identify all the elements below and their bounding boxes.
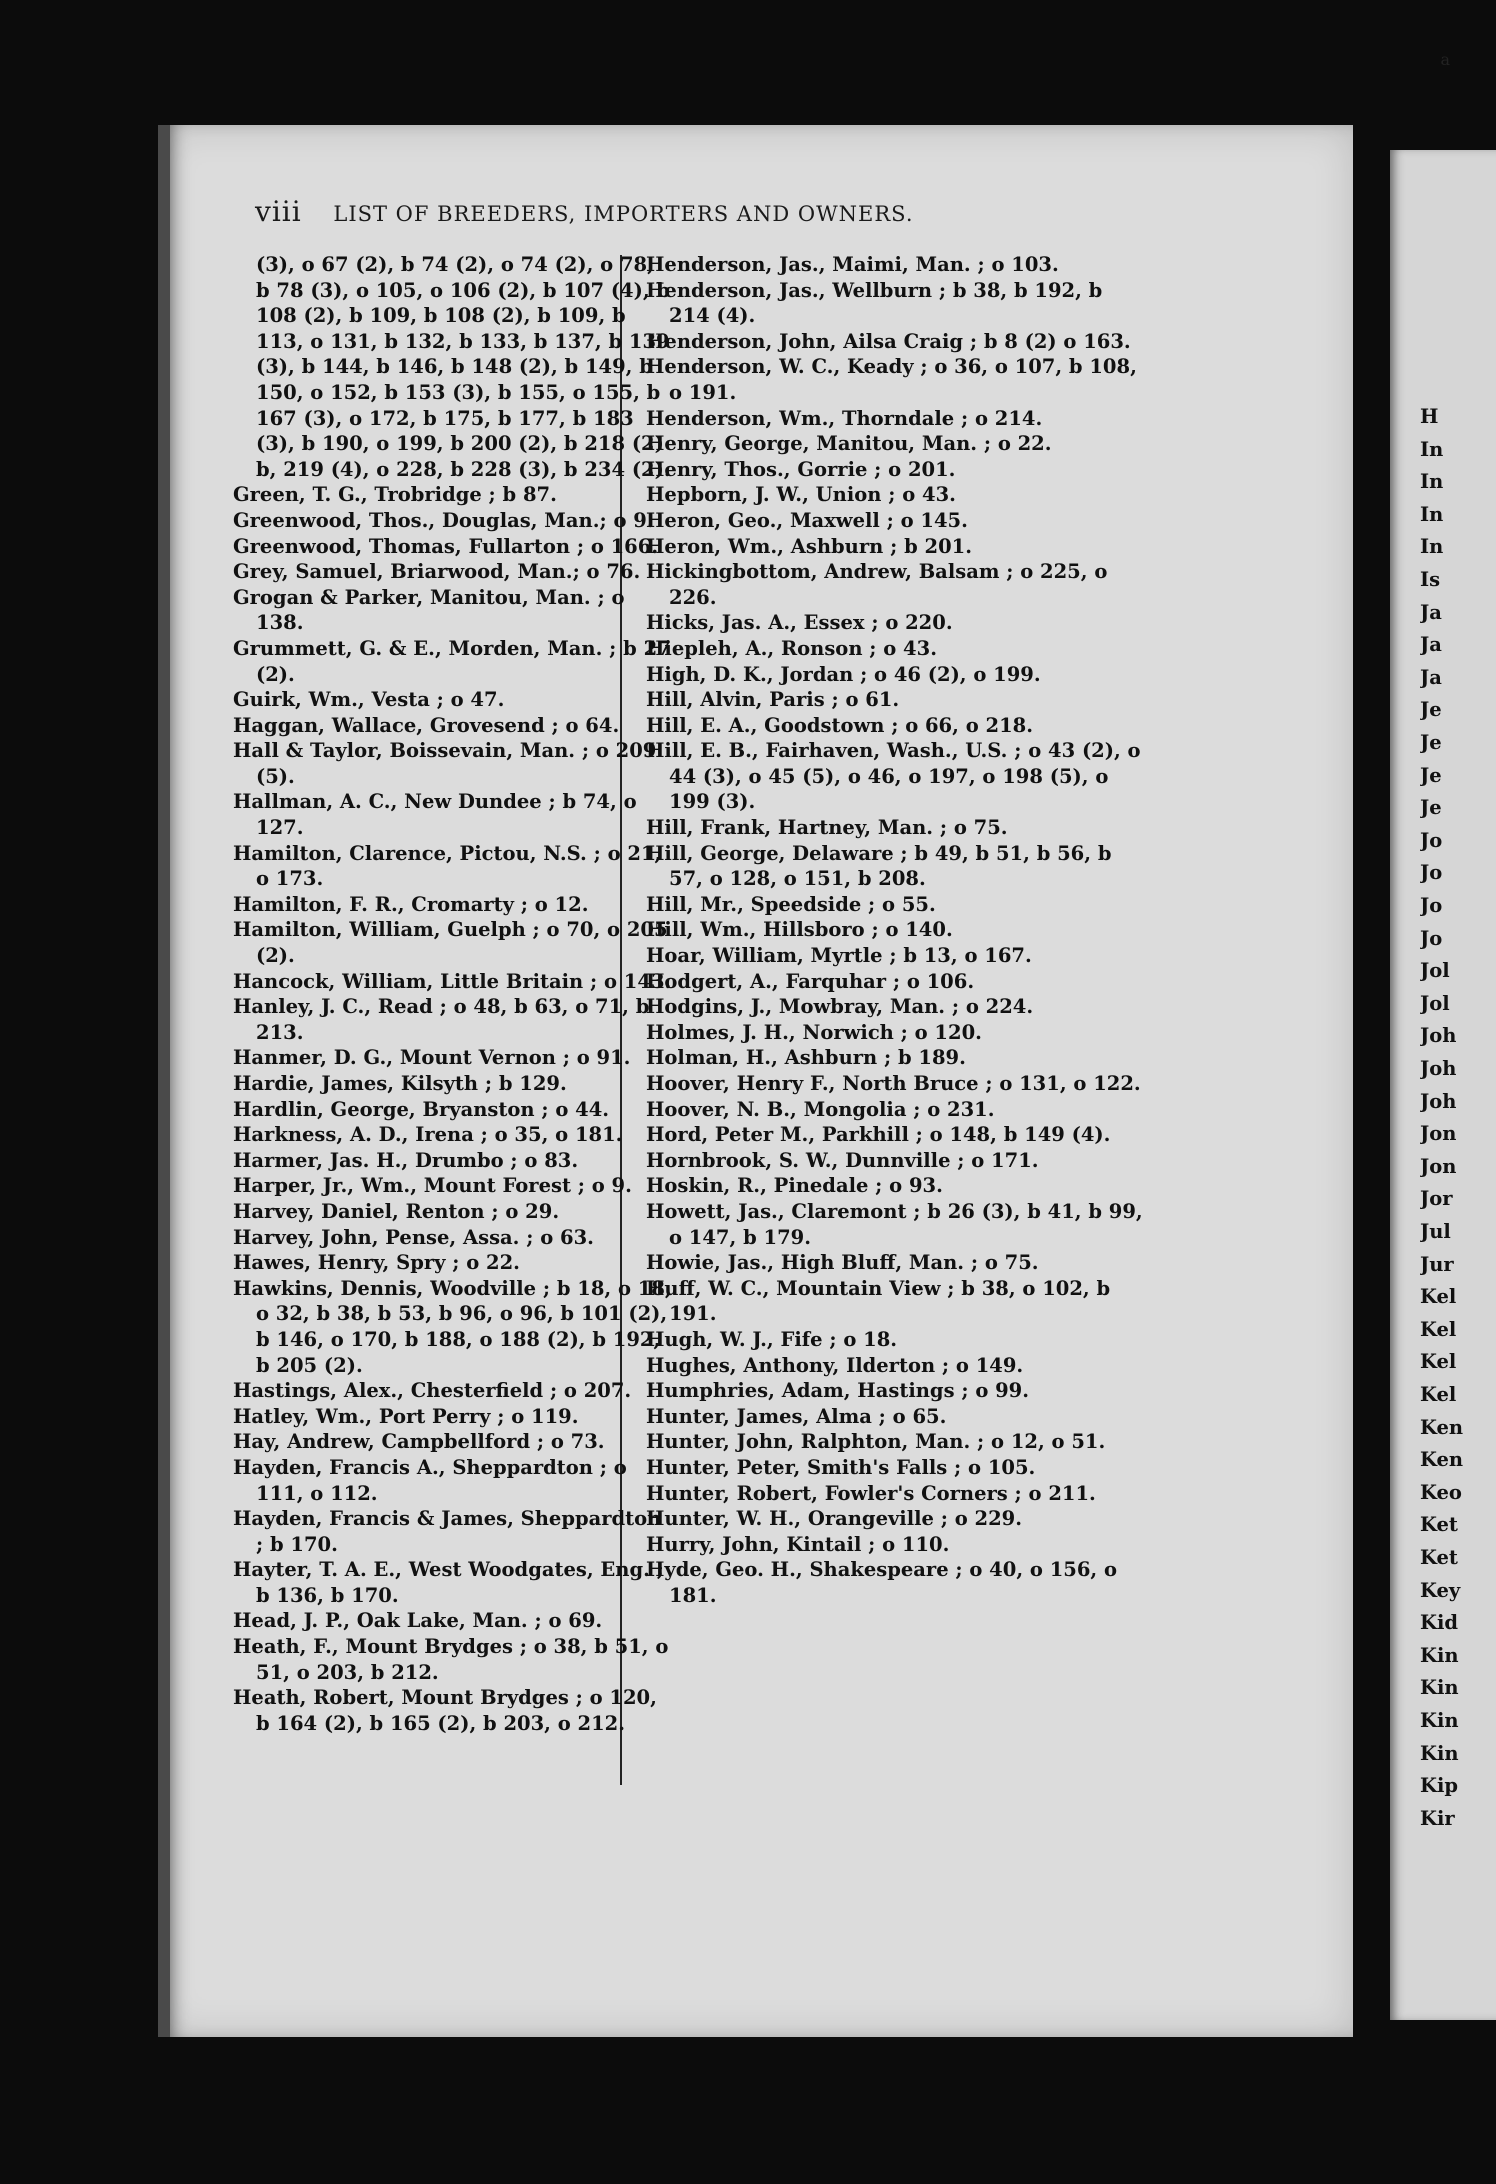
page-title: LIST OF BREEDERS, IMPORTERS AND OWNERS. xyxy=(333,202,914,226)
facing-page-fragment: Kid xyxy=(1420,1611,1458,1635)
page-number: viii xyxy=(255,195,302,228)
index-entry: Holmes, J. H., Norwich ; o 120. xyxy=(646,1020,982,1044)
index-entry: Hill, George, Delaware ; b 49, b 51, b 56, b 57, o 128, o 151, b 208. xyxy=(646,841,1112,891)
index-entry: Harvey, Daniel, Renton ; o 29. xyxy=(233,1199,560,1223)
index-entry: Hill, Alvin, Paris ; o 61. xyxy=(646,688,900,712)
index-entry: Hanmer, D. G., Mount Vernon ; o 91. xyxy=(233,1046,631,1070)
facing-page-fragment: H xyxy=(1420,405,1439,428)
facing-page-fragment: Keo xyxy=(1420,1480,1462,1504)
index-entry: Hill, E. A., Goodstown ; o 66, o 218. xyxy=(646,713,1033,737)
left-column xyxy=(233,252,673,1736)
facing-page-fragment: Ket xyxy=(1420,1546,1458,1569)
index-entry: Hyde, Geo. H., Shakespeare ; o 40, o 156, o 181. xyxy=(646,1558,1117,1607)
index-entry: Hoskin, R., Pinedale ; o 93. xyxy=(646,1174,943,1198)
index-entry: Hawkins, Dennis, Woodville ; b 18, o 18, o 32, b 38, b 53, b 96, o 96, b 101 (2), b 146, o 170, b 188, o 188 (2), b 192, b 205 (2). xyxy=(233,1276,672,1377)
facing-page-fragment: Kel xyxy=(1420,1350,1457,1374)
index-entry: Henderson, Jas., Wellburn ; b 38, b 192, b 214 (4). xyxy=(646,278,1103,328)
index-entry: Harper, Jr., Wm., Mount Forest ; o 9. xyxy=(233,1174,632,1198)
index-entry: Hamilton, William, Guelph ; o 70, o 205 (2). xyxy=(233,918,668,968)
index-entry: Hay, Andrew, Campbellford ; o 73. xyxy=(233,1430,605,1454)
facing-page-fragment: Is xyxy=(1420,568,1441,591)
facing-page-fragment: Joh xyxy=(1420,1024,1457,1048)
index-entry: Hodgert, A., Farquhar ; o 106. xyxy=(646,969,975,993)
index-entry: Hill, Wm., Hillsboro ; o 140. xyxy=(646,918,953,942)
index-entry: Henderson, John, Ailsa Craig ; b 8 (2) o 163. xyxy=(646,329,1131,353)
index-entry: Hall & Taylor, Boissevain, Man. ; o 209 (5). xyxy=(233,739,657,788)
right-column xyxy=(646,252,1146,1608)
index-entry: Huff, W. C., Mountain View ; b 38, o 102, b 191. xyxy=(646,1276,1111,1326)
index-entry: Heron, Wm., Ashburn ; b 201. xyxy=(646,534,973,558)
index-entry: Hill, E. B., Fairhaven, Wash., U.S. ; o 43 (2), o 44 (3), o 45 (5), o 46, o 197, o 198 (5), o 199 (3). xyxy=(646,739,1141,814)
index-entry: Guirk, Wm., Vesta ; o 47. xyxy=(233,688,505,712)
facing-page-fragment: Jo xyxy=(1420,828,1443,852)
index-entry: Hickingbottom, Andrew, Balsam ; o 225, o 226. xyxy=(646,560,1108,609)
index-entry: Heath, F., Mount Brydges ; o 38, b 51, o 51, o 203, b 212. xyxy=(233,1635,669,1684)
index-entry: Henry, Thos., Gorrie ; o 201. xyxy=(646,457,956,481)
facing-page-fragment: Jon xyxy=(1420,1122,1457,1146)
facing-page-fragment: Kin xyxy=(1420,1709,1459,1732)
index-entry: Greenwood, Thos., Douglas, Man.; o 9. xyxy=(233,508,654,532)
facing-page-fragment: Kel xyxy=(1420,1285,1457,1309)
facing-page-fragment: Key xyxy=(1420,1578,1461,1602)
index-entry: Harkness, A. D., Irena ; o 35, o 181. xyxy=(233,1123,623,1147)
index-entry: Hunter, James, Alma ; o 65. xyxy=(646,1404,947,1428)
index-entry: Head, J. P., Oak Lake, Man. ; o 69. xyxy=(233,1609,603,1633)
facing-page-fragment: Ja xyxy=(1420,633,1442,657)
index-entry: (3), o 67 (2), b 74 (2), o 74 (2), o 78, b 78 (3), o 105, o 106 (2), b 107 (4), b 108 (2), b 109, b 108 (2), b 109, b 113, o 131, b 132, b 133, b 137, b 139 (3), b 144, b 146, b 148 (2), b 149, b 150, o 152, b 153 (3), b 155, o 155, b 167 (3), o 172, b 175, b 177, b 183 (3), b 190, o 199, b 200 (2), b 218 (2) b, 219 (4), o 228, b 228 (3), b 234 (2). xyxy=(256,253,671,481)
facing-page-fragment: Kin xyxy=(1420,1741,1459,1765)
running-head xyxy=(255,195,1135,228)
index-entry: Hawes, Henry, Spry ; o 22. xyxy=(233,1251,520,1275)
index-entry: Henderson, Jas., Maimi, Man. ; o 103. xyxy=(646,253,1059,276)
index-entry: Hurry, John, Kintail ; o 110. xyxy=(646,1532,950,1556)
facing-page-fragment: Jur xyxy=(1420,1252,1454,1276)
index-entry: Hord, Peter M., Parkhill ; o 148, b 149 (4). xyxy=(646,1123,1111,1147)
index-entry: Howie, Jas., High Bluff, Man. ; o 75. xyxy=(646,1251,1039,1275)
facing-page-fragment: Je xyxy=(1420,698,1442,722)
facing-page-fragment: Ja xyxy=(1420,665,1442,689)
index-entry: Heron, Geo., Maxwell ; o 145. xyxy=(646,508,968,532)
facing-page-fragment: Ken xyxy=(1420,1415,1464,1439)
facing-page-fragment: In xyxy=(1420,470,1444,494)
facing-page-fragment: Kip xyxy=(1420,1774,1458,1798)
index-entry: Hastings, Alex., Chesterfield ; o 207. xyxy=(233,1379,632,1403)
facing-page-fragment: Jo xyxy=(1420,861,1443,885)
facing-page-fragment: In xyxy=(1420,535,1444,559)
index-entry: Harmer, Jas. H., Drumbo ; o 83. xyxy=(233,1148,579,1172)
facing-page-fragment: Joh xyxy=(1420,1089,1457,1113)
index-entry: Henderson, Wm., Thorndale ; o 214. xyxy=(646,406,1043,430)
facing-page-fragment: Jon xyxy=(1420,1154,1457,1178)
index-entry: Hayter, T. A. E., West Woodgates, Eng. ; b 136, b 170. xyxy=(233,1558,664,1607)
facing-page-fragment: Jo xyxy=(1420,894,1443,917)
facing-page-fragment: Ken xyxy=(1420,1448,1464,1472)
facing-page-fragment: Kin xyxy=(1420,1643,1459,1667)
index-entry: Green, T. G., Trobridge ; b 87. xyxy=(233,483,557,507)
index-entry: Hamilton, Clarence, Pictou, N.S. ; o 21, o 173. xyxy=(233,841,662,891)
index-entry: Hayden, Francis & James, Sheppardton ; b 170. xyxy=(233,1507,662,1556)
index-entry: Hicks, Jas. A., Essex ; o 220. xyxy=(646,611,953,635)
index-entry: Hodgins, J., Mowbray, Man. ; o 224. xyxy=(646,995,1034,1019)
index-entry: Hunter, Peter, Smith's Falls ; o 105. xyxy=(646,1455,1036,1479)
index-entry: Hepborn, J. W., Union ; o 43. xyxy=(646,483,956,507)
index-entry: Hayden, Francis A., Sheppardton ; o 111, o 112. xyxy=(233,1455,627,1505)
facing-page-fragment: Ja xyxy=(1420,600,1442,624)
page-binding-edge xyxy=(158,125,170,2037)
index-entry: Greenwood, Thomas, Fullarton ; o 166. xyxy=(233,534,659,558)
index-entry: Hanley, J. C., Read ; o 48, b 63, o 71, b 213. xyxy=(233,995,650,1044)
facing-page-fragment: In xyxy=(1420,437,1444,461)
facing-page-fragment: Je xyxy=(1420,763,1442,787)
index-entry: Hardie, James, Kilsyth ; b 129. xyxy=(233,1072,567,1095)
index-entry: Hatley, Wm., Port Perry ; o 119. xyxy=(233,1404,579,1428)
facing-page-fragment: Jul xyxy=(1420,1220,1451,1243)
index-entry: Hoover, N. B., Mongolia ; o 231. xyxy=(646,1097,995,1121)
index-entry: Hunter, W. H., Orangeville ; o 229. xyxy=(646,1507,1022,1531)
facing-page xyxy=(1390,150,1496,2020)
index-entry: Howett, Jas., Claremont ; b 26 (3), b 41, b 99, o 147, b 179. xyxy=(646,1199,1143,1249)
facing-page-fragment: Je xyxy=(1420,731,1442,754)
index-entry: Hunter, Robert, Fowler's Corners ; o 211. xyxy=(646,1481,1096,1505)
facing-page-fragment: Jol xyxy=(1420,959,1450,983)
facing-page-fragment: Kir xyxy=(1420,1806,1455,1830)
index-entry: Hiepleh, A., Ronson ; o 43. xyxy=(646,636,937,660)
facing-page-fragment: Jo xyxy=(1420,926,1443,950)
index-entry: Hunter, John, Ralphton, Man. ; o 12, o 51. xyxy=(646,1430,1106,1454)
corner-mark: a xyxy=(1440,50,1450,69)
index-entry: Holman, H., Ashburn ; b 189. xyxy=(646,1046,966,1070)
index-entry: High, D. K., Jordan ; o 46 (2), o 199. xyxy=(646,662,1041,686)
index-entry: Hugh, W. J., Fife ; o 18. xyxy=(646,1327,898,1351)
index-entry: Hill, Mr., Speedside ; o 55. xyxy=(646,892,936,916)
index-entry: Grummett, G. & E., Morden, Man. ; b 27 (2). xyxy=(233,636,671,686)
facing-page-fragment: Je xyxy=(1420,796,1442,820)
facing-page-fragment: Ket xyxy=(1420,1513,1458,1537)
index-entry: Harvey, John, Pense, Assa. ; o 63. xyxy=(233,1225,594,1249)
index-entry: Humphries, Adam, Hastings ; o 99. xyxy=(646,1379,1030,1403)
index-entry: Heath, Robert, Mount Brydges ; o 120, b 164 (2), b 165 (2), b 203, o 212. xyxy=(233,1686,657,1735)
index-entry: Grey, Samuel, Briarwood, Man.; o 76. xyxy=(233,560,641,584)
index-entry: Hoover, Henry F., North Bruce ; o 131, o 122. xyxy=(646,1072,1141,1095)
index-entry: Hoar, William, Myrtle ; b 13, o 167. xyxy=(646,944,1032,968)
facing-page-fragment: Kin xyxy=(1420,1676,1459,1700)
index-entry: Henry, George, Manitou, Man. ; o 22. xyxy=(646,432,1052,456)
index-entry: Hughes, Anthony, Ilderton ; o 149. xyxy=(646,1353,1024,1377)
index-entry: Haggan, Wallace, Grovesend ; o 64. xyxy=(233,713,620,737)
index-entry: Hill, Frank, Hartney, Man. ; o 75. xyxy=(646,816,1008,840)
facing-page-fragment: Kel xyxy=(1420,1383,1457,1406)
index-entry: Henderson, W. C., Keady ; o 36, o 107, b 108, o 191. xyxy=(646,355,1137,404)
index-entry: Hallman, A. C., New Dundee ; b 74, o 127. xyxy=(233,790,637,840)
facing-page-fragment: In xyxy=(1420,502,1444,526)
facing-page-fragment: Jor xyxy=(1420,1187,1453,1211)
index-entry: Hardlin, George, Bryanston ; o 44. xyxy=(233,1097,610,1121)
index-entry: Grogan & Parker, Manitou, Man. ; o 138. xyxy=(233,585,625,635)
index-entry: Hornbrook, S. W., Dunnville ; o 171. xyxy=(646,1148,1039,1172)
facing-page-fragment: Jol xyxy=(1420,991,1450,1015)
facing-page-fragment: Joh xyxy=(1420,1057,1457,1080)
facing-page-fragment: Kel xyxy=(1420,1317,1457,1341)
index-entry: Hamilton, F. R., Cromarty ; o 12. xyxy=(233,892,589,916)
index-entry: Hancock, William, Little Britain ; o 143. xyxy=(233,969,672,993)
